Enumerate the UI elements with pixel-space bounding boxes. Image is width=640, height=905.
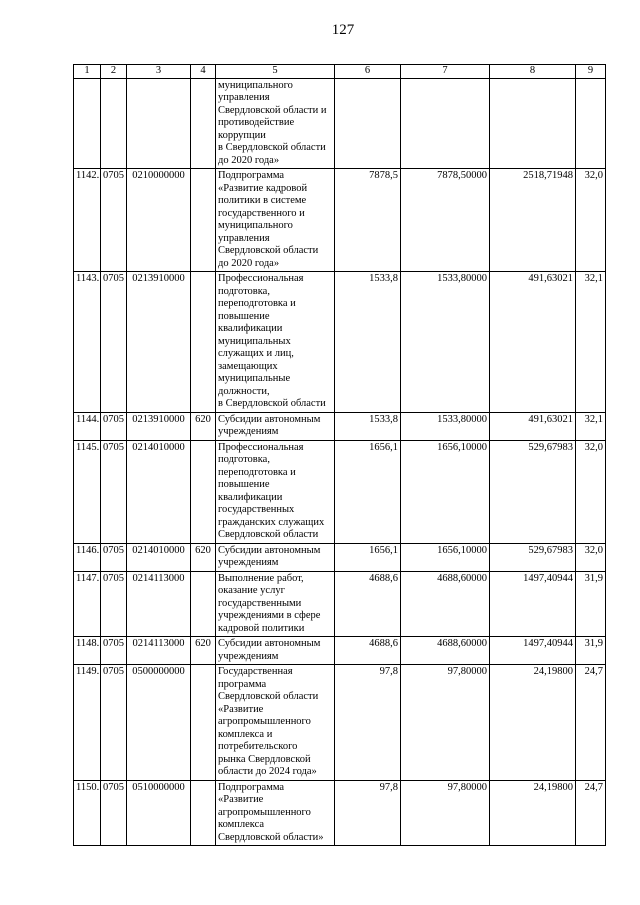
- executed-value: 529,67983: [490, 440, 576, 543]
- section-code: 0705: [101, 272, 127, 413]
- row-number: 1144.: [74, 412, 101, 440]
- item-name: Подпрограмма «Развитие агропромышленного комплекса Свердловской области»: [216, 780, 335, 846]
- executed-value: 491,63021: [490, 272, 576, 413]
- header-cell: 8: [490, 65, 576, 79]
- expense-type-code: 620: [191, 412, 216, 440]
- row-number: 1142.: [74, 169, 101, 272]
- executed-value: 2518,71948: [490, 169, 576, 272]
- table-row: [74, 637, 606, 665]
- expense-type-code: [191, 440, 216, 543]
- approved-value: 97,80000: [401, 780, 490, 846]
- plan-value: 1656,1: [335, 543, 401, 571]
- execution-percent: 32,0: [576, 169, 606, 272]
- row-number: 1143.: [74, 272, 101, 413]
- plan-value: 4688,6: [335, 637, 401, 665]
- execution-percent: 31,9: [576, 637, 606, 665]
- section-code: 0705: [101, 780, 127, 846]
- target-article-code: 0213910000: [127, 272, 191, 413]
- table-row: [74, 665, 606, 781]
- table-row: [74, 272, 606, 413]
- executed-value: 1497,40944: [490, 571, 576, 637]
- target-article-code: 0500000000: [127, 665, 191, 781]
- expense-type-code: [191, 169, 216, 272]
- plan-value: 4688,6: [335, 571, 401, 637]
- plan-value: [335, 78, 401, 169]
- executed-value: 491,63021: [490, 412, 576, 440]
- executed-value: [490, 78, 576, 169]
- page-number: 127: [331, 22, 355, 38]
- target-article-code: 0214113000: [127, 571, 191, 637]
- execution-percent: 32,1: [576, 412, 606, 440]
- budget-table: [73, 64, 606, 846]
- approved-value: [401, 78, 490, 169]
- item-name: Субсидии автономным учреждениям: [216, 412, 335, 440]
- table-row: [74, 543, 606, 571]
- expense-type-code: 620: [191, 637, 216, 665]
- expense-type-code: 620: [191, 543, 216, 571]
- plan-value: 7878,5: [335, 169, 401, 272]
- header-row: [74, 65, 606, 79]
- item-name: Государственная программа Свердловской области «Развитие агропромышленного комплекса и потребительского рынка Свердловской области до 2024 года»: [216, 665, 335, 781]
- executed-value: 24,19800: [490, 780, 576, 846]
- item-name: Профессиональная подготовка, переподготовка и повышение квалификации государственных гражданских служащих Свердловской области: [216, 440, 335, 543]
- item-name: Выполнение работ, оказание услуг государственными учреждениями в сфере кадровой политики: [216, 571, 335, 637]
- header-cell: 2: [101, 65, 127, 79]
- table-row: [74, 412, 606, 440]
- table-row: [74, 78, 606, 169]
- plan-value: 1533,8: [335, 412, 401, 440]
- row-number: 1145.: [74, 440, 101, 543]
- approved-value: 7878,50000: [401, 169, 490, 272]
- expense-type-code: [191, 780, 216, 846]
- expense-type-code: [191, 665, 216, 781]
- section-code: 0705: [101, 571, 127, 637]
- execution-percent: 32,1: [576, 272, 606, 413]
- section-code: [101, 78, 127, 169]
- item-name: Субсидии автономным учреждениям: [216, 543, 335, 571]
- expense-type-code: [191, 272, 216, 413]
- header-cell: 9: [576, 65, 606, 79]
- header-cell: 4: [191, 65, 216, 79]
- target-article-code: 0213910000: [127, 412, 191, 440]
- section-code: 0705: [101, 665, 127, 781]
- plan-value: 1533,8: [335, 272, 401, 413]
- section-code: 0705: [101, 637, 127, 665]
- header-cell: 6: [335, 65, 401, 79]
- table-row: [74, 440, 606, 543]
- approved-value: 1533,80000: [401, 412, 490, 440]
- row-number: 1149.: [74, 665, 101, 781]
- execution-percent: 32,0: [576, 543, 606, 571]
- header-cell: 5: [216, 65, 335, 79]
- execution-percent: 24,7: [576, 780, 606, 846]
- plan-value: 97,8: [335, 665, 401, 781]
- target-article-code: 0210000000: [127, 169, 191, 272]
- section-code: 0705: [101, 169, 127, 272]
- item-name: Профессиональная подготовка, переподготовка и повышение квалификации муниципальных служащих и лиц, замещающих муниципальные должности, в Свердловской области: [216, 272, 335, 413]
- approved-value: 4688,60000: [401, 571, 490, 637]
- table-row: [74, 571, 606, 637]
- approved-value: 1656,10000: [401, 440, 490, 543]
- item-name: муниципального управления Свердловской области и противодействие коррупции в Свердловской области до 2020 года»: [216, 78, 335, 169]
- execution-percent: [576, 78, 606, 169]
- table-row: [74, 780, 606, 846]
- header-cell: 7: [401, 65, 490, 79]
- approved-value: 97,80000: [401, 665, 490, 781]
- executed-value: 24,19800: [490, 665, 576, 781]
- header-cell: 3: [127, 65, 191, 79]
- target-article-code: 0214010000: [127, 440, 191, 543]
- row-number: [74, 78, 101, 169]
- expense-type-code: [191, 78, 216, 169]
- row-number: 1147.: [74, 571, 101, 637]
- row-number: 1146.: [74, 543, 101, 571]
- expense-type-code: [191, 571, 216, 637]
- section-code: 0705: [101, 543, 127, 571]
- item-name: Подпрограмма «Развитие кадровой политики в системе государственного и муниципального управления Свердловской области до 2020 года»: [216, 169, 335, 272]
- execution-percent: 31,9: [576, 571, 606, 637]
- execution-percent: 24,7: [576, 665, 606, 781]
- executed-value: 529,67983: [490, 543, 576, 571]
- row-number: 1150.: [74, 780, 101, 846]
- target-article-code: [127, 78, 191, 169]
- execution-percent: 32,0: [576, 440, 606, 543]
- executed-value: 1497,40944: [490, 637, 576, 665]
- section-code: 0705: [101, 440, 127, 543]
- target-article-code: 0214113000: [127, 637, 191, 665]
- target-article-code: 0510000000: [127, 780, 191, 846]
- target-article-code: 0214010000: [127, 543, 191, 571]
- section-code: 0705: [101, 412, 127, 440]
- row-number: 1148.: [74, 637, 101, 665]
- item-name: Субсидии автономным учреждениям: [216, 637, 335, 665]
- table-row: [74, 169, 606, 272]
- approved-value: 1533,80000: [401, 272, 490, 413]
- plan-value: 97,8: [335, 780, 401, 846]
- header-cell: 1: [74, 65, 101, 79]
- plan-value: 1656,1: [335, 440, 401, 543]
- approved-value: 4688,60000: [401, 637, 490, 665]
- approved-value: 1656,10000: [401, 543, 490, 571]
